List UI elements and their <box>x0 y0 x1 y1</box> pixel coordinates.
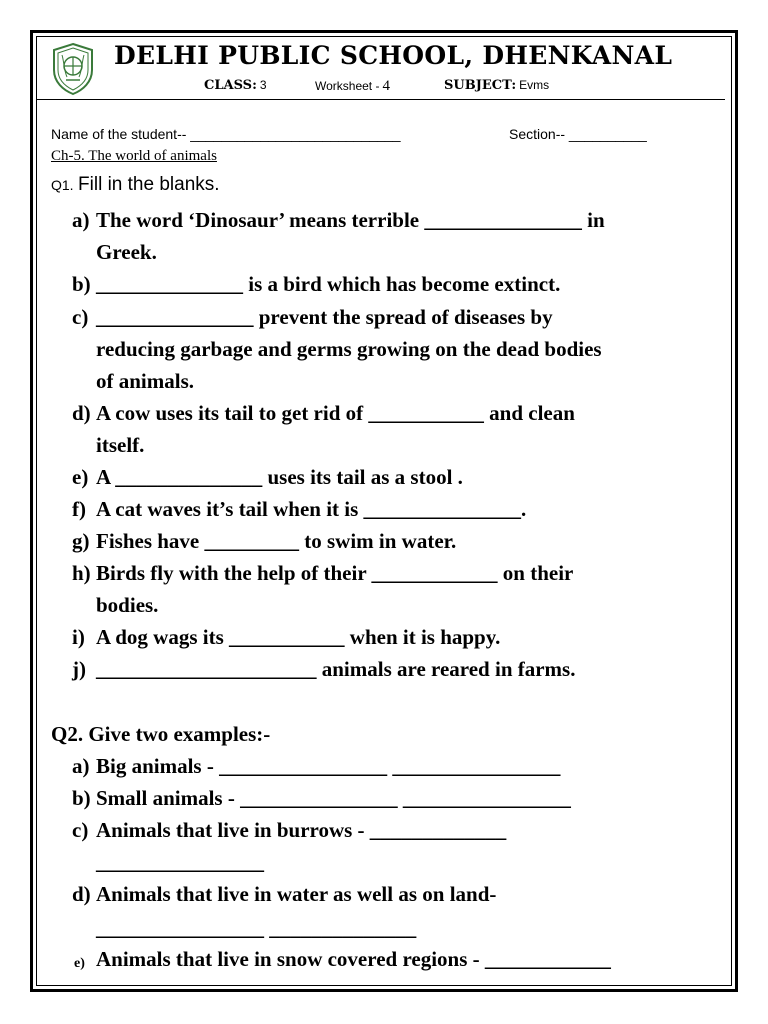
q1-item-c-marker: c) <box>72 305 89 329</box>
q1-item-f-line1: A cat waves it’s tail when it is _______________. <box>96 497 527 521</box>
q2-item-e-line1: Animals that live in snow covered regions - ____________ <box>96 947 611 971</box>
school-name: DELHI PUBLIC SCHOOL, DHENKANAL <box>114 41 673 70</box>
q1-item-h-line1: Birds fly with the help of their ____________ on their <box>96 561 574 585</box>
worksheet-info <box>315 78 390 95</box>
q2-item-c-marker: c) <box>72 818 89 842</box>
worksheet-number: 4 <box>382 78 390 94</box>
q1-item-a-line2: Greek. <box>96 240 157 264</box>
q1-item-c-line1: _______________ prevent the spread of diseases by <box>96 305 553 329</box>
q2-item-a-marker: a) <box>72 754 90 778</box>
q1-item-i-marker: i) <box>72 625 85 649</box>
q1-item-b-line1: ______________ is a bird which has become extinct. <box>96 272 561 296</box>
q1-item-j-marker: j) <box>72 657 86 681</box>
q1-item-h-line2: bodies. <box>96 593 159 617</box>
q2-item-c-line1: Animals that live in burrows - _____________ <box>96 818 507 842</box>
q1-item-a-line1: The word ‘Dinosaur’ means terrible _______________ in <box>96 208 605 232</box>
class-label: CLASS: <box>204 78 257 93</box>
q2-item-a-line1: Big animals - ________________ ________________ <box>96 754 561 778</box>
q1-item-c-line3: of animals. <box>96 369 195 393</box>
class-info <box>204 78 267 93</box>
q1-item-g-line1: Fishes have _________ to swim in water. <box>96 529 457 553</box>
q2-item-c-line2: ________________ <box>96 850 264 874</box>
q1-item-e-marker: e) <box>72 465 89 489</box>
q1-item-b-marker: b) <box>72 272 91 296</box>
header-divider <box>36 99 725 100</box>
class-value: 3 <box>259 78 267 92</box>
q1-item-i-line1: A dog wags its ___________ when it is happy. <box>96 625 501 649</box>
q2-title: Q2. Give two examples:- <box>51 722 271 746</box>
subject-value: Evms <box>519 78 550 92</box>
q2-item-d-marker: d) <box>72 882 91 906</box>
q1-item-a-marker: a) <box>72 208 90 232</box>
subject-info <box>444 78 549 93</box>
q2-item-d-line1: Animals that live in water as well as on land- <box>96 882 497 906</box>
q1-item-h-marker: h) <box>72 561 91 585</box>
q1-item-j-line1: _____________________ animals are reared in farms. <box>96 657 576 681</box>
q1-item-e-line1: A ______________ uses its tail as a stool . <box>96 465 463 489</box>
q1-heading <box>51 174 220 196</box>
q1-item-d-line2: itself. <box>96 433 145 457</box>
q1-item-d-marker: d) <box>72 401 91 425</box>
q2-item-b-marker: b) <box>72 786 91 810</box>
q2-item-e-marker: e) <box>74 956 85 971</box>
q2-item-b-line1: Small animals - _______________ ________________ <box>96 786 571 810</box>
q1-item-f-marker: f) <box>72 497 86 521</box>
q1-item-c-line2: reducing garbage and germs growing on the dead bodies <box>96 337 602 361</box>
section-field: Section-- __________ <box>509 126 647 142</box>
q1-number: Q1. <box>51 177 74 193</box>
student-name-field: Name of the student-- ___________________________ <box>51 126 401 142</box>
chapter-title: Ch-5. The world of animals <box>51 148 217 164</box>
q2-item-d-line2: ________________ ______________ <box>96 916 417 940</box>
worksheet-label: Worksheet - <box>315 79 380 93</box>
q1-title: Fill in the blanks. <box>78 174 220 195</box>
school-crest-logo <box>50 42 96 96</box>
subject-label: SUBJECT: <box>444 78 517 93</box>
q1-item-d-line1: A cow uses its tail to get rid of ___________ and clean <box>96 401 575 425</box>
q1-item-g-marker: g) <box>72 529 90 553</box>
